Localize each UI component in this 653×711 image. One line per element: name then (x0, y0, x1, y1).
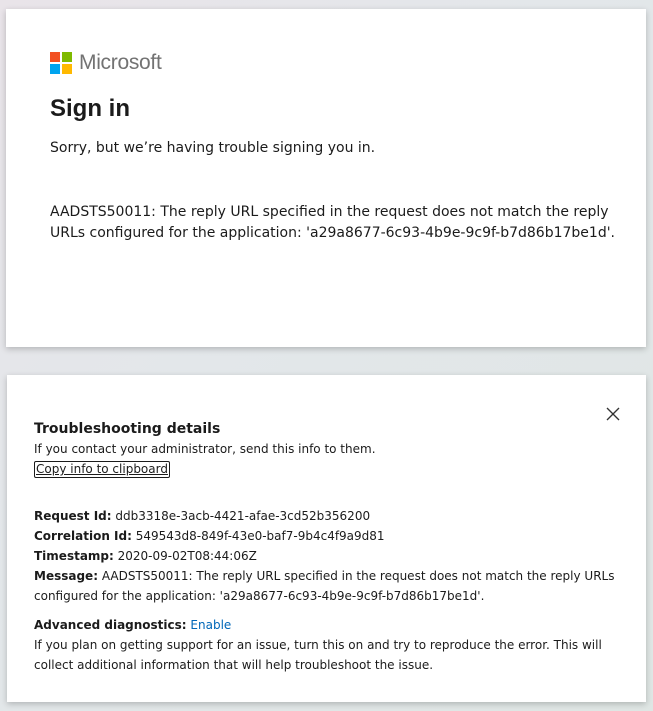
timestamp-value: 2020-09-02T08:44:06Z (117, 549, 257, 563)
request-id-label: Request Id: (34, 509, 112, 523)
microsoft-logo (50, 52, 161, 74)
troubleshooting-card (7, 375, 646, 702)
correlation-id-row (34, 526, 624, 546)
troubleshooting-intro: If you contact your administrator, send this info to them. (34, 442, 376, 456)
logo-square-red (50, 52, 60, 62)
signin-card (6, 9, 646, 347)
logo-square-yellow (62, 64, 72, 74)
close-button[interactable] (604, 405, 622, 423)
timestamp-label: Timestamp: (34, 549, 114, 563)
close-icon (604, 405, 622, 423)
microsoft-logo-icon (50, 52, 72, 74)
advanced-diagnostics-label: Advanced diagnostics: (34, 618, 187, 632)
request-id-value: ddb3318e-3acb-4421-afae-3cd52b356200 (115, 509, 371, 523)
advanced-diagnostics-row (34, 615, 632, 635)
error-message: AADSTS50011: The reply URL specified in the request does not match the reply URLs configured for the application: 'a29a8677-6c93-4b9e-9c9f-b7d86b17be1d'. (50, 204, 616, 241)
correlation-id-value: 549543d8-849f-43e0-baf7-9b4c4f9a9d81 (135, 529, 385, 543)
correlation-id-label: Correlation Id: (34, 529, 132, 543)
microsoft-wordmark: Microsoft (79, 51, 162, 74)
message-label: Message: (34, 569, 98, 583)
error-subtitle: Sorry, but we’re having trouble signing you in. (50, 140, 376, 156)
copy-info-link[interactable]: Copy info to clipboard (36, 462, 168, 476)
enable-diagnostics-link[interactable]: Enable (190, 618, 232, 632)
diagnostic-info (34, 506, 624, 606)
advanced-diagnostics (34, 615, 632, 675)
logo-square-green (62, 52, 72, 62)
message-value: AADSTS50011: The reply URL specified in the request does not match the reply URLs configured for the application: 'a29a8677-6c93-4b9e-9c9f-b7d86b17be1d'. (34, 569, 615, 603)
timestamp-row (34, 546, 624, 566)
message-row (34, 566, 624, 606)
logo-square-blue (50, 64, 60, 74)
advanced-diagnostics-description: If you plan on getting support for an issue, turn this on and try to reproduce the error. This will collect additional information that will help troubleshoot the issue. (34, 638, 602, 672)
request-id-row (34, 506, 624, 526)
page-title: Sign in (50, 95, 130, 122)
troubleshooting-title: Troubleshooting details (34, 421, 221, 437)
